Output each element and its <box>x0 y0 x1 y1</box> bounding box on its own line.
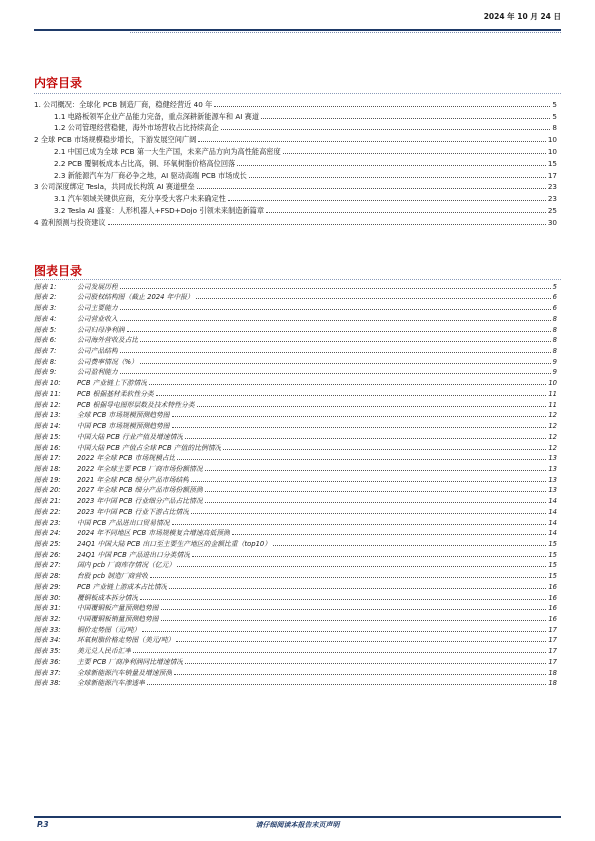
figure-entry-label: 铜价走势图（元/吨） <box>77 625 141 634</box>
figure-leader-dots <box>149 384 546 385</box>
figure-leader-dots <box>150 577 546 578</box>
figure-entry[interactable] <box>34 560 557 571</box>
figure-leader-dots <box>172 524 547 525</box>
figure-entry[interactable] <box>34 442 557 453</box>
figure-entry-text <box>34 464 203 474</box>
figure-leader-dots <box>156 395 547 396</box>
toc-entry-page: 15 <box>547 158 557 168</box>
figure-entry-prefix: 图表 23: <box>34 518 61 527</box>
figure-entry-label: 中国大陆 PCB 行业产值及增速情况 <box>77 432 184 441</box>
figure-entry-prefix: 图表 7: <box>34 347 57 356</box>
footer-disclaimer: 请仔细阅读本报告末页声明 <box>255 821 340 829</box>
figure-entry[interactable] <box>34 388 557 399</box>
toc-entry-label: 2.1 中国已成为全球 PCB 第一大生产国，未来产品方向为高性能高密度 <box>54 146 281 156</box>
figure-entry-label: 中国大陆 PCB 产值占全球 PCB 产值的比例情况 <box>77 443 222 452</box>
figure-entry-page: 15 <box>548 539 557 548</box>
toc-entry[interactable] <box>34 204 557 216</box>
figure-entry[interactable] <box>34 538 557 549</box>
toc-entry-page: 10 <box>547 135 557 145</box>
toc-leader-dots <box>261 118 550 119</box>
figure-entry-label: PCB 产业链上下游情况 <box>77 379 148 388</box>
figure-entry-prefix: 图表 38: <box>34 679 61 688</box>
figure-leader-dots <box>176 641 546 642</box>
figure-entry-prefix: 图表 11: <box>34 389 61 398</box>
figure-entry-page: 11 <box>548 400 557 409</box>
toc-entry[interactable] <box>34 98 557 110</box>
figure-entry-label: 2027 年全球 PCB 细分产品市场份额预测 <box>77 486 203 495</box>
figure-entry-page: 8 <box>552 325 557 334</box>
figure-entry[interactable] <box>34 667 557 678</box>
figure-entry-text <box>34 603 159 613</box>
toc-entry[interactable] <box>34 169 557 181</box>
figure-entry-prefix: 图表 15: <box>34 432 61 441</box>
figure-entry[interactable] <box>34 528 557 539</box>
figure-entry-page: 13 <box>548 475 557 484</box>
figure-entry-prefix: 图表 22: <box>34 507 61 516</box>
figure-entry[interactable] <box>34 635 557 646</box>
toc-entry[interactable] <box>34 110 557 122</box>
figure-entry-text <box>34 528 230 538</box>
figure-leader-dots <box>185 663 546 664</box>
figure-entry[interactable] <box>34 367 557 378</box>
figure-entry-prefix: 图表 19: <box>34 475 61 484</box>
figure-entry-prefix: 图表 20: <box>34 486 61 495</box>
figure-entry[interactable] <box>34 420 557 431</box>
figure-entry[interactable] <box>34 356 557 367</box>
figure-entry-text <box>34 378 147 388</box>
figure-entry-page: 14 <box>548 497 557 506</box>
figure-entry-label: 全球新能源汽车销量及增速预测 <box>77 668 173 677</box>
figure-entry-label: 全球 PCB 市场规模预测趋势图 <box>77 411 170 420</box>
toc-leader-dots <box>198 141 546 142</box>
figure-entry-prefix: 图表 18: <box>34 464 61 473</box>
figure-leader-dots <box>169 588 546 589</box>
toc-entry-label: 3.1 汽车领域关键供应商，充分享受大客户未来确定性 <box>54 194 226 204</box>
toc-leader-dots <box>221 129 551 130</box>
figure-entry[interactable] <box>34 656 557 667</box>
figure-entry-page: 18 <box>548 679 557 688</box>
figure-entry-label: 公司营业收入 <box>77 314 118 323</box>
figure-entry-prefix: 图表 26: <box>34 550 61 559</box>
toc-entry-label: 3 公司深度绑定 Tesla，共同成长构筑 AI 赛道壁垒 <box>34 182 195 192</box>
figure-entry-page: 16 <box>548 615 557 623</box>
figure-entry[interactable] <box>34 549 557 560</box>
toc-entry-label: 2 全球 PCB 市场规模稳步增长，下游发展空间广阔 <box>34 135 197 145</box>
toc-leader-dots <box>249 177 546 178</box>
figure-leader-dots <box>140 363 551 364</box>
figure-entry-page: 8 <box>552 314 557 323</box>
figure-entry-text <box>34 421 170 431</box>
figure-entry[interactable] <box>34 399 557 410</box>
toc-entry-label: 1.1 电路板领军企业产品能力完备，重点深耕新能源车和 AI 赛道 <box>54 111 260 121</box>
header-dotted-rule <box>130 32 561 33</box>
figure-entry-prefix: 图表 3: <box>34 304 57 313</box>
figure-entry-text <box>34 453 175 463</box>
figure-leader-dots <box>120 309 551 310</box>
figure-entry-text <box>34 539 271 549</box>
figure-leader-dots <box>172 427 547 428</box>
figure-entry-page: 12 <box>548 422 557 431</box>
figure-entry-page: 17 <box>548 657 557 666</box>
figure-entry-label: 美元兑人民币汇率 <box>77 647 132 656</box>
figure-entry-prefix: 图表 9: <box>34 368 57 377</box>
figure-entry-prefix: 图表 35: <box>34 647 61 656</box>
figure-entry-label: 公司股权结构图（截止 2024 年中报） <box>77 293 194 302</box>
figure-entry-text <box>34 571 148 581</box>
toc-entry[interactable] <box>34 145 557 157</box>
figure-entry-page: 6 <box>552 293 557 302</box>
figure-entry-prefix: 图表 34: <box>34 636 61 645</box>
figure-entry-page: 17 <box>548 625 557 634</box>
figure-entry-page: 13 <box>548 464 557 473</box>
figure-entry-page: 11 <box>548 389 557 398</box>
figure-entry-page: 13 <box>548 486 557 495</box>
figure-entry-page: 14 <box>548 518 557 527</box>
toc-entry-label: 4 盈利预测与投资建议 <box>34 217 106 227</box>
toc-title-rule <box>34 93 561 94</box>
figure-entry[interactable] <box>34 485 557 496</box>
figure-entry[interactable] <box>34 581 557 592</box>
figure-entry-label: 国内 pcb 厂商库存情况（亿元） <box>77 561 176 570</box>
figure-entry-page: 8 <box>552 347 557 356</box>
toc-entry[interactable] <box>34 192 557 204</box>
figure-entry-label: 中国 PCB 产品进出口贸易情况 <box>77 518 170 527</box>
figure-entry-text <box>34 635 174 645</box>
figure-entry-text <box>34 550 190 560</box>
figure-leader-dots <box>223 449 546 450</box>
figure-leader-dots <box>161 620 547 621</box>
figure-entry-prefix: 图表 27: <box>34 561 61 570</box>
toc-entry[interactable] <box>34 122 557 134</box>
figure-leader-dots <box>161 609 547 610</box>
figure-entry[interactable] <box>34 678 557 689</box>
figure-entry-prefix: 图表 6: <box>34 336 57 345</box>
figure-entry-page: 12 <box>548 411 557 420</box>
figure-entry-text <box>34 357 138 367</box>
toc-leader-dots <box>108 224 546 225</box>
figure-entry-text <box>34 410 170 420</box>
figure-entry-label: 全球新能源汽车渗透率 <box>77 679 145 688</box>
figure-entry-label: 中国覆铜板产量预测趋势图 <box>77 604 159 613</box>
figure-entry-label: 2022 年全球主要 PCB 厂商市场份额情况 <box>77 464 203 473</box>
figure-entry-text <box>34 443 221 453</box>
figure-entry-text <box>34 314 118 324</box>
figure-entry-prefix: 图表 24: <box>34 529 61 538</box>
figure-entry[interactable] <box>34 324 557 335</box>
figure-entry-text <box>34 282 118 292</box>
figure-entry-page: 18 <box>548 668 557 677</box>
page-number: P.3 <box>37 820 49 829</box>
toc-title: 内容目录 <box>34 76 83 90</box>
figure-entry-page: 14 <box>548 529 557 538</box>
figure-entry-page: 9 <box>552 368 557 377</box>
figure-leader-dots <box>120 288 551 289</box>
toc-leader-dots <box>283 153 546 154</box>
figure-entry-prefix: 图表 28: <box>34 572 61 581</box>
toc-entry-page: 5 <box>552 111 557 121</box>
figure-entry-label: 24Q1 中国大陆 PCB 出口至主要生产地区的金额比重（top10） <box>77 539 272 548</box>
figure-leader-dots <box>140 341 551 342</box>
figure-leader-dots <box>205 502 547 503</box>
figure-entry-text <box>34 335 138 345</box>
figure-entry-label: 公司主要能力 <box>77 304 118 313</box>
figure-entry-page: 6 <box>552 304 557 313</box>
header-rule <box>34 29 561 31</box>
figure-entry-text <box>34 507 189 517</box>
figure-leader-dots <box>191 481 546 482</box>
figure-entry-prefix: 图表 14: <box>34 422 61 431</box>
figure-entry-label: 24Q1 中国 PCB 产品进出口分类情况 <box>77 550 191 559</box>
figure-entry-page: 12 <box>548 443 557 452</box>
figure-entry-text <box>34 325 125 335</box>
figure-entry-text <box>34 518 170 528</box>
figure-entry-page: 17 <box>548 636 557 645</box>
figure-entry[interactable] <box>34 302 557 313</box>
figure-entry-prefix: 图表 33: <box>34 625 61 634</box>
figure-entry[interactable] <box>34 313 557 324</box>
figure-entry[interactable] <box>34 613 557 624</box>
figure-entry-page: 9 <box>552 357 557 366</box>
figure-entry[interactable] <box>34 292 557 303</box>
toc-leader-dots <box>214 106 550 107</box>
figure-entry-label: 公司海外营收及占比 <box>77 336 139 345</box>
figure-entry-page: 15 <box>548 550 557 559</box>
figure-entry-text <box>34 646 131 656</box>
toc-leader-dots <box>266 212 546 213</box>
figure-entry-text <box>34 657 183 667</box>
toc-entry-label: 2.3 新能源汽车为厂商必争之地，AI 驱动高端 PCB 市场成长 <box>54 170 247 180</box>
figure-entry-prefix: 图表 5: <box>34 325 57 334</box>
figure-entry-prefix: 图表 21: <box>34 497 61 506</box>
toc-entry-page: 5 <box>552 99 557 109</box>
figure-entry-prefix: 图表 1: <box>34 282 57 291</box>
figure-leader-dots <box>192 556 546 557</box>
figure-entry-label: PCB 根据导电图形层数及技术特性分类 <box>77 400 195 409</box>
toc-entry-page: 30 <box>547 217 557 227</box>
figure-entry-label: 公司费率情况（%） <box>77 357 138 366</box>
figure-entry-label: 台股 pcb 制造厂商营收 <box>77 572 149 581</box>
figure-entry-prefix: 图表 29: <box>34 582 61 591</box>
figure-leader-dots <box>174 674 546 675</box>
figure-entry[interactable] <box>34 410 557 421</box>
toc-leader-dots <box>237 165 546 166</box>
toc-entry-page: 23 <box>547 194 557 204</box>
toc-entry[interactable] <box>34 216 557 228</box>
toc-entry-page: 17 <box>547 170 557 180</box>
figure-entry-page: 15 <box>548 561 557 570</box>
figure-entry-prefix: 图表 30: <box>34 593 61 602</box>
figures-title: 图表目录 <box>34 264 83 278</box>
figure-entry[interactable] <box>34 474 557 485</box>
figure-entry-label: 2021 年全球 PCB 细分产品市场结构 <box>77 475 190 484</box>
figure-entry-page: 16 <box>548 582 557 591</box>
figure-entry-text <box>34 485 203 495</box>
report-date: 2024 年 10 月 24 日 <box>483 12 561 21</box>
toc-entry-label: 1.2 公司管理经营稳健，海外市场营收占比持续高企 <box>54 123 219 133</box>
figure-entry-text <box>34 678 145 688</box>
toc-entry-page: 23 <box>547 182 557 192</box>
figure-leader-dots <box>185 438 546 439</box>
figure-entry-label: 2023 年中国 PCB 行业下游占比情况 <box>77 507 190 516</box>
figure-entry-text <box>34 346 118 356</box>
figure-entry-label: 公司盈利能力 <box>77 368 118 377</box>
figure-entry-text <box>34 625 140 635</box>
figure-entry[interactable] <box>34 645 557 656</box>
figure-entry-page: 16 <box>548 593 557 602</box>
figure-leader-dots <box>120 373 551 374</box>
toc-entry-label: 1. 公司概况：全球化 PCB 制造厂商，稳健经营近 40 年 <box>34 99 213 109</box>
figure-entry[interactable] <box>34 335 557 346</box>
figures-title-rule <box>34 279 561 280</box>
figure-entry-text <box>34 367 118 377</box>
figure-entry-page: 12 <box>548 432 557 441</box>
figure-entry[interactable] <box>34 570 557 581</box>
figure-leader-dots <box>172 416 547 417</box>
toc-entry[interactable] <box>34 157 557 169</box>
figure-entry[interactable] <box>34 624 557 635</box>
figure-leader-dots <box>140 599 546 600</box>
figure-entry-page: 5 <box>552 282 557 291</box>
figure-leader-dots <box>232 534 547 535</box>
figure-entry-label: 中国覆铜板销量预测趋势图 <box>77 615 159 623</box>
figure-entry-page: 14 <box>548 507 557 516</box>
figure-entry-prefix: 图表 17: <box>34 454 61 463</box>
figure-entry-page: 17 <box>548 647 557 656</box>
figure-entry-page: 16 <box>548 604 557 613</box>
figure-leader-dots <box>120 320 551 321</box>
figure-entry-label: PCB 产业链上游成本占比情况 <box>77 582 168 591</box>
figure-entry-label: 中国 PCB 市场规模预测趋势图 <box>77 422 170 431</box>
figure-entry-text <box>34 400 195 410</box>
figure-entry-label: 2023 年中国 PCB 行业细分产品占比情况 <box>77 497 203 506</box>
figure-entry-page: 10 <box>548 379 557 388</box>
figure-leader-dots <box>191 513 546 514</box>
toc-entry-page: 10 <box>547 146 557 156</box>
figure-leader-dots <box>127 331 551 332</box>
toc-entry[interactable] <box>34 133 557 145</box>
figure-entry-text <box>34 668 172 678</box>
figure-entry-text <box>34 475 189 485</box>
figure-entry[interactable] <box>34 281 557 292</box>
figure-leader-dots <box>120 352 551 353</box>
figure-entry-label: 公司归母净利润 <box>77 325 125 334</box>
figure-entry-label: 主要 PCB 厂商净利润同比增速情况 <box>77 657 184 666</box>
figure-entry-text <box>34 582 167 592</box>
figure-entry-text <box>34 303 118 313</box>
figure-entry-text <box>34 496 203 506</box>
figure-entry-prefix: 图表 4: <box>34 314 57 323</box>
figure-entry[interactable] <box>34 517 557 528</box>
figure-leader-dots <box>273 545 546 546</box>
figure-entry-label: 2022 年全球 PCB 市场规模占比 <box>77 454 176 463</box>
figure-entry-prefix: 图表 2: <box>34 293 57 302</box>
figure-entry[interactable] <box>34 463 557 474</box>
figure-entry-label: 公司发展历程 <box>77 282 118 291</box>
figure-entry[interactable] <box>34 431 557 442</box>
figure-entry-prefix: 图表 37: <box>34 668 61 677</box>
figure-entry-text <box>34 292 194 302</box>
figure-entry-page: 13 <box>548 454 557 463</box>
figure-entry[interactable] <box>34 453 557 464</box>
figures-list <box>34 281 557 688</box>
footer-rule <box>34 816 561 818</box>
figure-entry-label: 2024 年不同地区 PCB 市场规模复合增速高低预测 <box>77 529 230 538</box>
figure-entry-prefix: 图表 36: <box>34 657 61 666</box>
figure-entry-page: 15 <box>548 572 557 581</box>
figure-entry[interactable] <box>34 603 557 614</box>
figure-entry-label: 覆铜板成本拆分情况 <box>77 593 139 602</box>
toc-entry-page: 8 <box>552 123 557 133</box>
figure-entry-prefix: 图表 13: <box>34 411 61 420</box>
figure-entry[interactable] <box>34 592 557 603</box>
toc-leader-dots <box>197 188 546 189</box>
figure-entry-text <box>34 560 175 570</box>
toc-list <box>34 98 557 228</box>
figure-leader-dots <box>196 298 551 299</box>
toc-entry-page: 25 <box>547 205 557 215</box>
toc-entry[interactable] <box>34 181 557 193</box>
figure-entry-prefix: 图表 32: <box>34 615 61 623</box>
figure-leader-dots <box>205 470 547 471</box>
figure-entry-page: 8 <box>552 336 557 345</box>
toc-entry-label: 3.2 Tesla AI 盛宴：人形机器人+FSD+Dojo 引领未来制造新篇章 <box>54 205 265 215</box>
figure-entry-text <box>34 593 138 603</box>
figure-entry-label: 环氧树脂价格走势图（美元/吨） <box>77 636 175 645</box>
figure-entry-prefix: 图表 10: <box>34 379 61 388</box>
figure-entry-text <box>34 614 159 624</box>
figure-entry-prefix: 图表 31: <box>34 604 61 613</box>
toc-entry-label: 2.2 PCB 覆铜板成本占比高，铜、环氧树脂价格高位回落 <box>54 158 236 168</box>
figure-leader-dots <box>177 459 546 460</box>
figure-entry-prefix: 图表 25: <box>34 539 61 548</box>
figure-leader-dots <box>205 491 547 492</box>
toc-leader-dots <box>228 200 546 201</box>
figure-entry-prefix: 图表 8: <box>34 357 57 366</box>
figure-leader-dots <box>197 406 547 407</box>
figure-entry[interactable] <box>34 377 557 388</box>
figure-entry[interactable] <box>34 506 557 517</box>
figure-entry[interactable] <box>34 345 557 356</box>
figure-leader-dots <box>177 566 546 567</box>
figure-leader-dots <box>142 631 546 632</box>
figure-entry[interactable] <box>34 495 557 506</box>
figure-entry-label: PCB 根据基材柔软性分类 <box>77 389 154 398</box>
figure-entry-prefix: 图表 12: <box>34 400 61 409</box>
figure-entry-text <box>34 432 183 442</box>
figure-entry-label: 公司产品结构 <box>77 347 118 356</box>
figure-leader-dots <box>147 684 546 685</box>
figure-entry-prefix: 图表 16: <box>34 443 61 452</box>
figure-entry-text <box>34 389 154 399</box>
figure-leader-dots <box>133 652 546 653</box>
